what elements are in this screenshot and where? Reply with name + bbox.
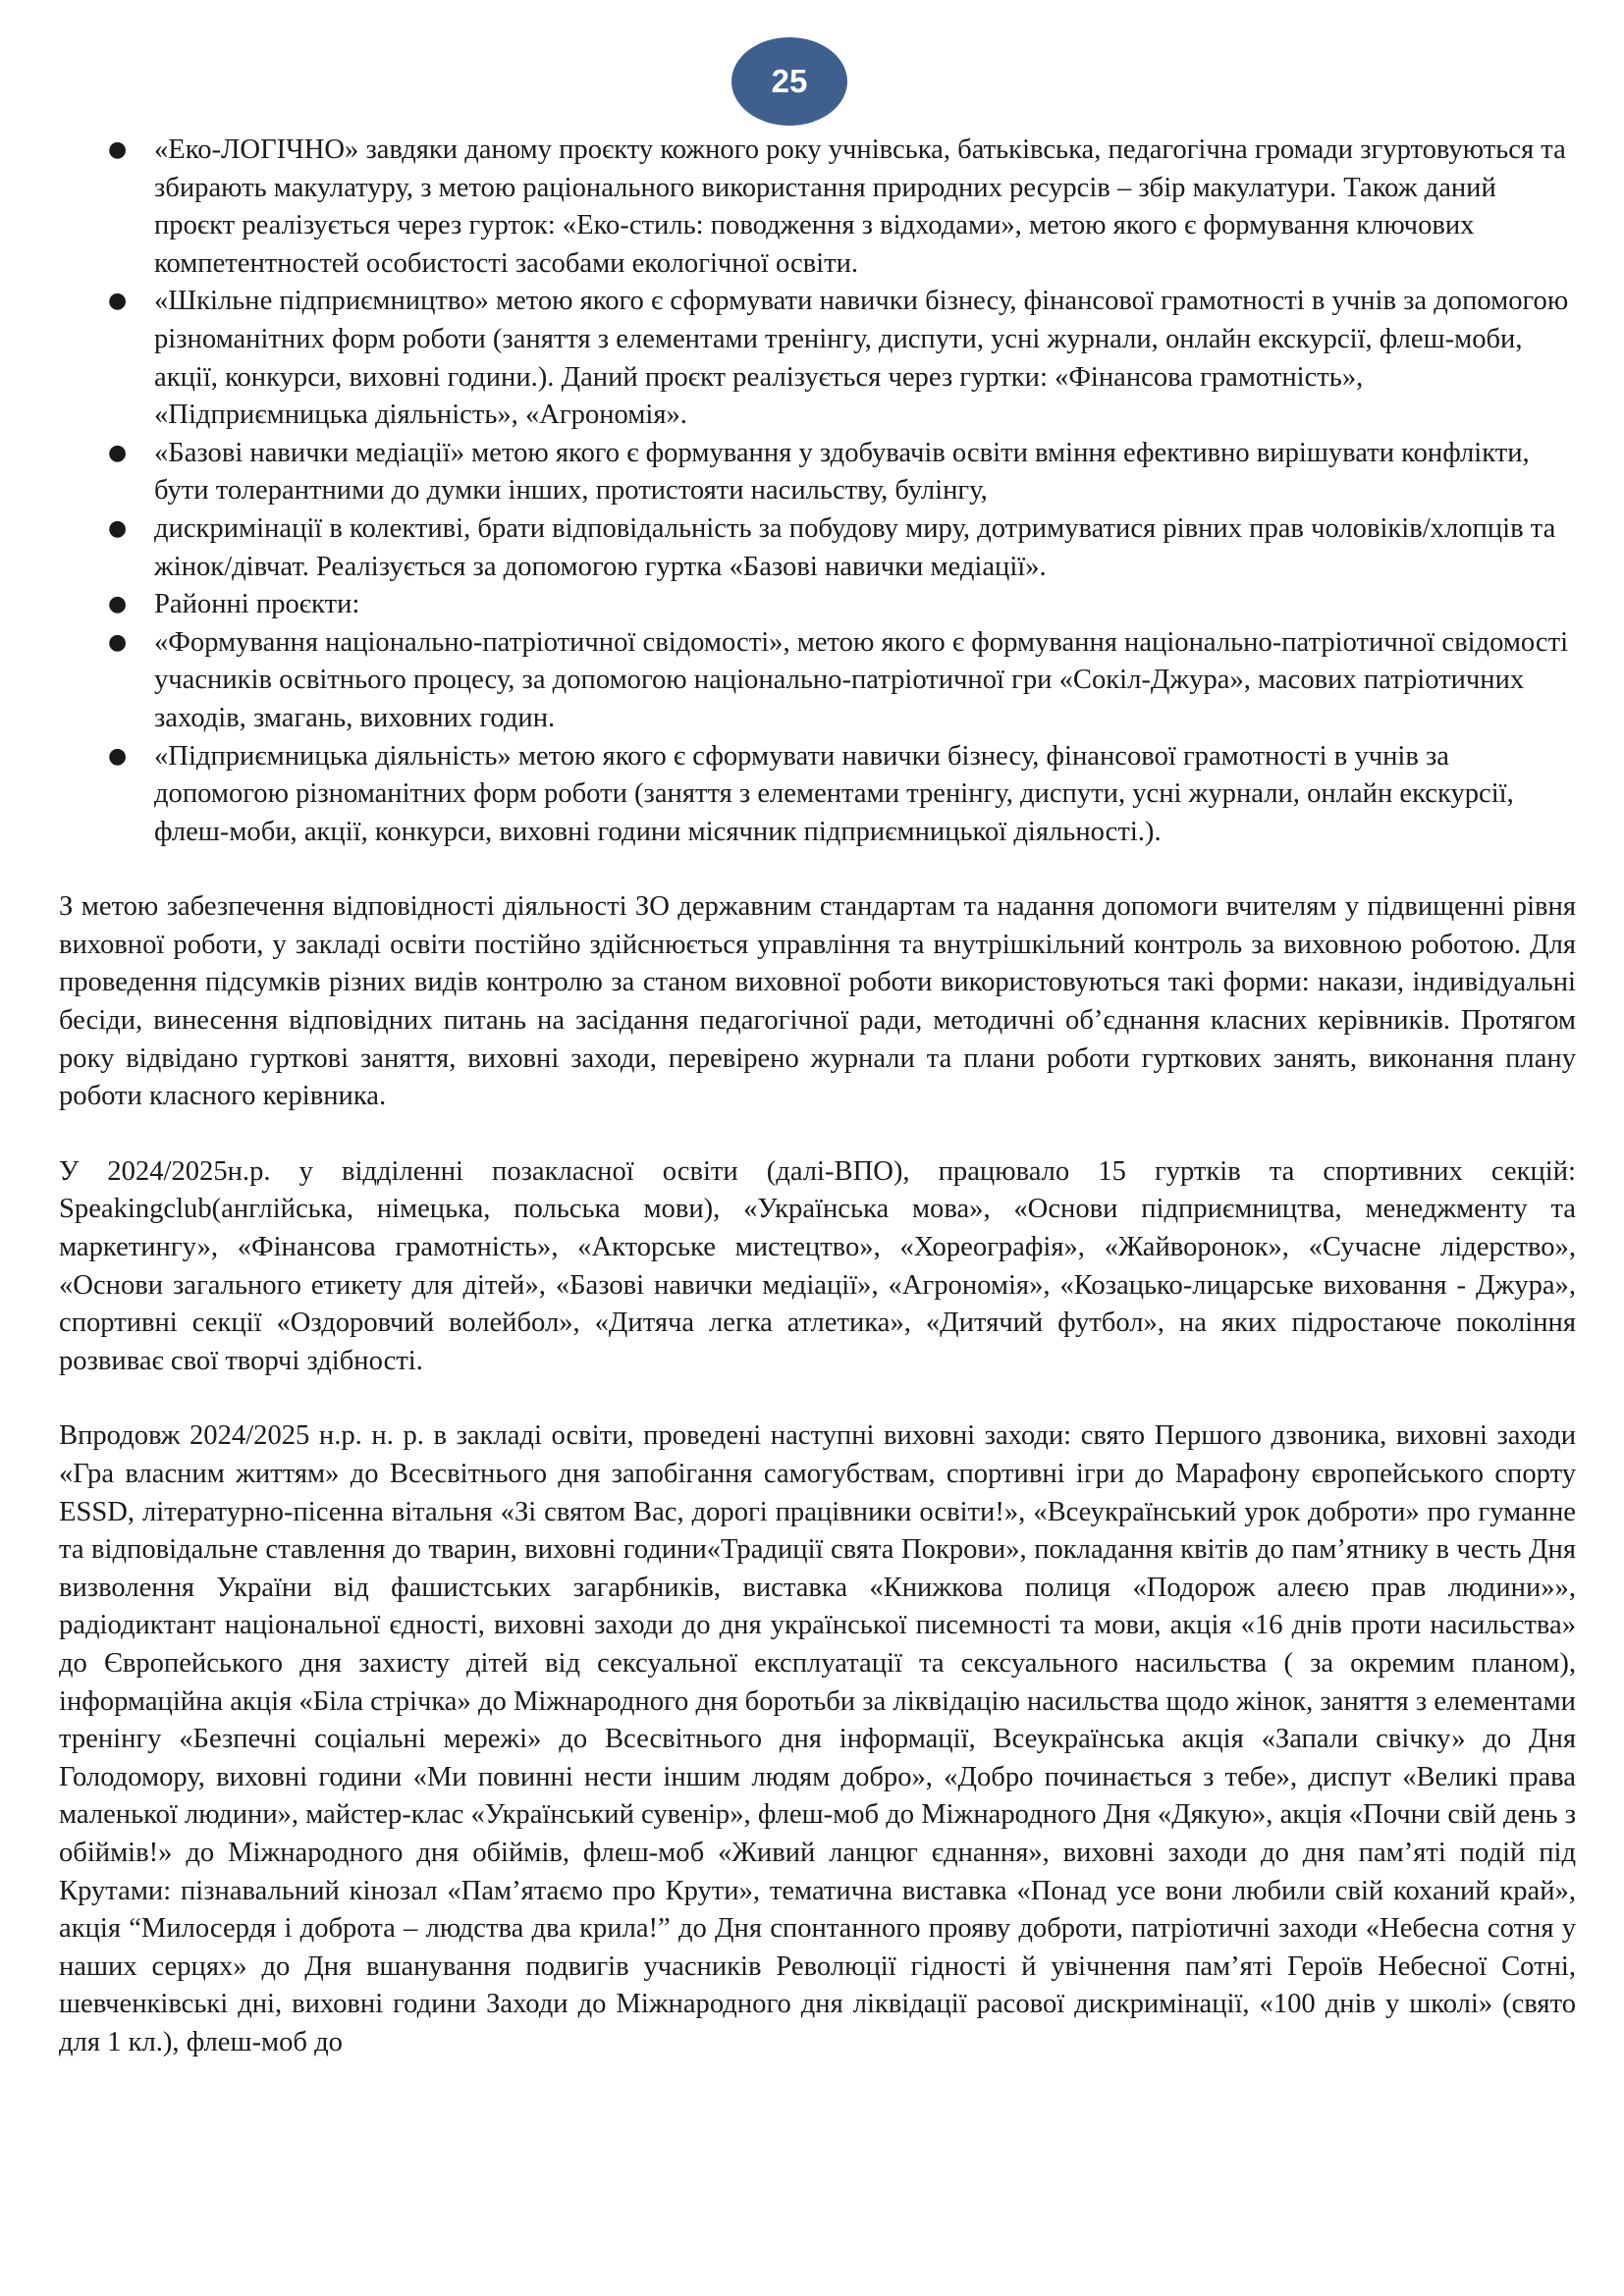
list-item — [59, 283, 1576, 434]
bullet-icon: ● — [108, 515, 128, 541]
list-item — [59, 586, 1576, 624]
bullet-icon: ● — [108, 289, 128, 314]
bullet-icon: ● — [108, 137, 128, 162]
list-item — [59, 132, 1576, 283]
bullet-icon: ● — [108, 629, 128, 655]
paragraph-events: Впродовж 2024/2025 н.р. н. р. в закладі освіти, проведені наступні виховні заходи: свято Першого дзвоника, виховні заходи «Гра власним життям» до Всесвітнього дня запобігання самогубствам, спортивні ігри до Марафону європейського спорту ESSD, літературно-пісенна вітальня «Зі святом Вас, дорогі працівники освіти!», «Всеукраїнський урок доброти» про гуманне та відповідальне ставлення до тварин, виховні години«Традиції свята Покрови», покладання квітів до пам’ятнику в честь Дня визволення України від фашистських загарбників, виставка «Книжкова полиця «Подорож алеєю прав людини»», радіодиктант національної єдності, виховні заходи до дня української писемності та мови, акція «16 днів проти насильства» до Європейського дня захисту дітей від сексуальної експлуатації та сексуального насильства ( за окремим планом), інформаційна акція «Біла стрічка» до Міжнародного дня боротьби за ліквідацію насильства щодо жінок, заняття з елементами тренінгу «Безпечні соціальні мережі» до Всесвітнього дня інформації, Всеукраїнська акція «Запали свічку» до Дня Голодомору, виховні години «Ми повинні нести іншим людям добро», «Добро починається з тебе», диспут «Великі права маленької людини», майстер-клас «Український сувенір», флеш-моб до Міжнародного Дня «Дякую», акція «Почни свій день з обіймів!» до Міжнародного дня обіймів, флеш-моб «Живий ланцюг єднання», виховні заходи до дня пам’яті подій під Крутами: пізнавальний кінозал «Пам’ятаємо про Крути», тематична виставка «Понад усе вони любили свій коханий край», акція “Милосердя і доброта – людства два крила!” до Дня спонтанного прояву доброти, патріотичні заходи «Небесна сотня у наших серцях» до Дня вшанування подвигів учасників Революції гідності й увічнення пам’яті Героїв Небесної Сотні, шевченківські дні, виховні години Заходи до Міжнародного дня ліквідації расової дискримінації, «100 днів у школі» (свято для 1 кл.), флеш-моб до — [59, 1420, 1576, 2057]
list-item-text: «Еко-ЛОГІЧНО» завдяки даному проєкту кожного року учнівська, батьківська, педагогічна громади згуртовуються та збирають макулатуру, з метою раціонального використання природних ресурсів – збір макулатури. Також даний проєкт реалізується через гурток: «Еко-стиль: поводження з відходами», метою якого є формування ключових компетентностей особистості засобами екологічної освіти. — [154, 134, 1566, 279]
list-item — [59, 738, 1576, 852]
list-item-text: «Шкільне підприємництво» метою якого є сформувати навички бізнесу, фінансової грамотності в учнів за допомогою різноманітних форм роботи (заняття з елементами тренінгу, диспути, усні журнали, онлайн екскурсії, флеш-моби, акції, конкурси, виховні години.). Даний проєкт реалізується через гуртки: «Фінансова грамотність», «Підприємницька діяльність», «Агрономія». — [154, 286, 1569, 431]
paragraph-control: З метою забезпечення відповідності діяльності ЗО державним стандартам та надання допомоги вчителям у підвищенні рівня виховної роботи, у закладі освіти постійно здійснюється управління та внутрішкільний контроль за виховною роботою. Для проведення підсумків різних видів контролю за станом виховної роботи використовуються такі форми: накази, індивідуальні бесіди, винесення відповідних питань на засідання педагогічної ради, методичні об’єднання класних керівників. Протягом року відвідано гурткові заняття, виховні заходи, перевірено журнали та плани роботи гурткових занять, виконання плану роботи класного керівника. — [59, 891, 1576, 1112]
bullet-icon: ● — [108, 440, 128, 465]
list-item-text: «Підприємницька діяльність» метою якого є сформувати навички бізнесу, фінансової грамотності в учнів за допомогою різноманітних форм роботи (заняття з елементами тренінгу, диспути, усні журнали, онлайн екскурсії, флеш-моби, акції, конкурси, виховні години місячник підприємницької діяльності.). — [154, 740, 1514, 847]
list-item — [59, 510, 1576, 586]
page-number-badge — [731, 37, 847, 126]
paragraph-clubs: У 2024/2025н.р. у відділенні позакласної освіти (далі-ВПО), працювало 15 гуртків та спортивних секцій: Speakingclub(англійська, німецька, польська мови), «Українська мова», «Основи підприємництва, менеджменту та маркетингу», «Фінансова грамотність», «Акторське мистецтво», «Хореографія», «Жайворонок», «Сучасне лідерство», «Основи загального етикету для дітей», «Базові навички медіації», «Агрономія», «Козацько-лицарське виховання - Джура», спортивні секції «Оздоровчий волейбол», «Дитяча легка атлетика», «Дитячий футбол», на яких підростаюче покоління розвиває свої творчі здібності. — [59, 1155, 1576, 1376]
list-item-text: Районні проєкти: — [154, 589, 360, 620]
list-item-text: дискримінації в колективі, брати відповідальність за побудову миру, дотримуватися рівних прав чоловіків/хлопців та жінок/дівчат. Реалізується за допомогою гуртка «Базові навички медіації». — [154, 512, 1556, 582]
bullet-icon: ● — [108, 743, 128, 769]
list-item — [59, 435, 1576, 510]
projects-bullet-list — [59, 132, 1576, 851]
list-item — [59, 624, 1576, 738]
list-item-text: «Базові навички медіації» метою якого є формування у здобувачів освіти вміння ефективно вирішувати конфлікти, бути толерантними до думки інших, протистояти насильству, булінгу, — [154, 437, 1530, 507]
page-number: 25 — [771, 63, 808, 99]
list-item-text: «Формування національно-патріотичної свідомості», метою якого є формування національно-патріотичної свідомості учасників освітнього процесу, за допомогою національно-патріотичної гри «Сокіл-Джура», масових патріотичних заходів, змагань, виховних годин. — [154, 626, 1569, 733]
bullet-icon: ● — [108, 592, 128, 617]
document-body — [59, 132, 1576, 2062]
